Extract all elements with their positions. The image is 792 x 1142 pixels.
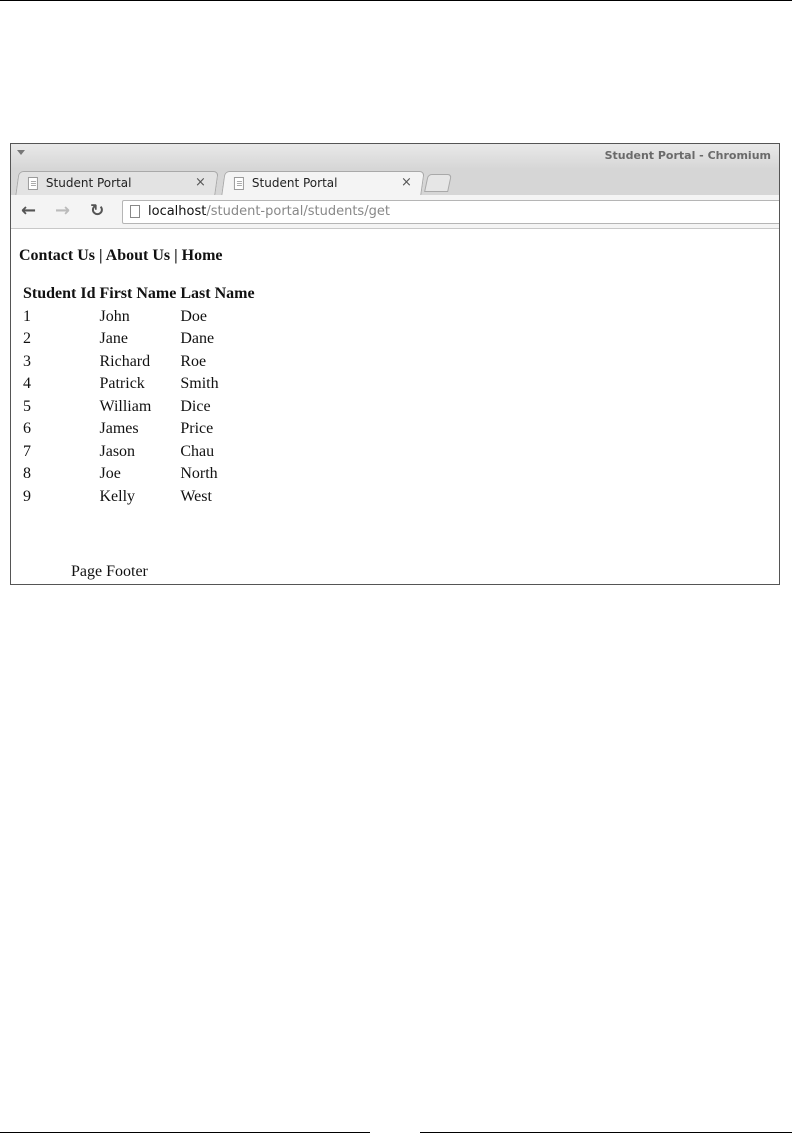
cell-student-id: 4 — [23, 375, 31, 393]
table-row — [22, 464, 256, 486]
address-bar[interactable] — [122, 200, 780, 224]
url-text[interactable] — [148, 204, 390, 219]
page-bottom-rule-left — [0, 1132, 370, 1133]
cell-student-id: 5 — [23, 397, 31, 415]
cell-first-name: Joe — [99, 465, 121, 483]
cell-first-name: Jason — [99, 442, 136, 460]
url-host: localhost — [148, 204, 207, 219]
nav-separator: | — [95, 247, 106, 264]
table-row — [22, 329, 256, 351]
cell-last-name: Doe — [180, 307, 207, 325]
page-footer: Page Footer — [71, 563, 148, 580]
cell-last-name: West — [180, 487, 212, 505]
cell-student-id: 1 — [23, 307, 31, 325]
students-table — [20, 282, 258, 509]
cell-first-name: John — [99, 307, 130, 325]
page-favicon-icon — [28, 177, 38, 190]
back-arrow-icon[interactable]: ← — [21, 200, 37, 221]
cell-last-name: North — [180, 465, 218, 483]
tab-strip — [11, 169, 779, 195]
cell-student-id: 6 — [23, 420, 31, 438]
header-student-id: Student Id — [23, 285, 96, 302]
page-favicon-icon — [234, 177, 244, 190]
table-row — [22, 441, 256, 463]
cell-student-id: 3 — [23, 352, 31, 370]
cell-first-name: James — [99, 420, 139, 438]
contact-us-link[interactable]: Contact Us — [19, 247, 95, 264]
home-link[interactable]: Home — [181, 247, 223, 264]
cell-first-name: Kelly — [99, 487, 136, 505]
table-row — [22, 306, 256, 328]
cell-first-name: Richard — [99, 352, 151, 370]
title-bar — [11, 144, 779, 169]
nav-links — [19, 247, 223, 265]
nav-separator: | — [170, 247, 182, 264]
browser-toolbar — [11, 195, 779, 229]
close-icon[interactable]: × — [401, 175, 412, 190]
about-us-link[interactable]: About Us — [105, 247, 171, 264]
forward-arrow-icon[interactable]: → — [55, 200, 71, 221]
page-icon — [130, 205, 140, 218]
tab-label: Student Portal — [45, 176, 132, 190]
cell-last-name: Dane — [180, 330, 215, 348]
cell-last-name: Price — [180, 420, 214, 438]
window-title: Student Portal - Chromium — [604, 149, 771, 162]
page-content — [11, 230, 779, 585]
cell-first-name: William — [99, 397, 152, 415]
table-header-row — [22, 283, 256, 305]
window-menu-icon[interactable] — [17, 150, 25, 155]
cell-student-id: 9 — [23, 487, 31, 505]
cell-first-name: Jane — [99, 330, 128, 348]
reload-icon[interactable]: ↻ — [90, 201, 105, 221]
cell-student-id: 8 — [23, 465, 31, 483]
cell-first-name: Patrick — [99, 375, 145, 393]
url-path: /student-portal/students/get — [206, 204, 390, 219]
table-row — [22, 351, 256, 373]
header-last-name: Last Name — [180, 285, 255, 302]
tab-student-portal-2[interactable] — [221, 171, 424, 195]
browser-window — [10, 143, 780, 585]
cell-student-id: 2 — [23, 330, 31, 348]
tab-student-portal-1[interactable] — [15, 171, 218, 195]
table-row — [22, 374, 256, 396]
cell-last-name: Roe — [180, 352, 207, 370]
close-icon[interactable]: × — [195, 175, 206, 190]
new-tab-button[interactable] — [424, 174, 452, 192]
table-row — [22, 419, 256, 441]
cell-last-name: Dice — [180, 397, 211, 415]
page-bottom-rule-right — [420, 1132, 792, 1133]
table-row — [22, 396, 256, 418]
tab-label: Student Portal — [251, 176, 338, 190]
table-row — [22, 486, 256, 508]
cell-last-name: Chau — [180, 442, 215, 460]
header-first-name: First Name — [99, 285, 177, 302]
cell-student-id: 7 — [23, 442, 31, 460]
cell-last-name: Smith — [180, 375, 219, 393]
page-top-rule — [0, 0, 792, 1]
